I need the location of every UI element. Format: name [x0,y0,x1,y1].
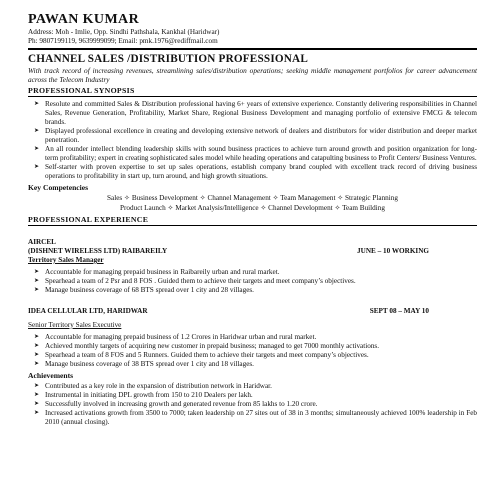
job-role: Territory Sales Manager [28,256,104,264]
experience-heading: PROFESSIONAL EXPERIENCE [28,215,477,226]
job-duties-list [28,268,477,295]
list-item: ➤ Instrumental in initiating DPL growth from 150 to 210 Dealers per lakh. [34,391,253,399]
profile-title: CHANNEL SALES /DISTRIBUTION PROFESSIONAL [28,53,308,65]
synopsis-heading: PROFESSIONAL SYNOPSIS [28,86,477,97]
job-header-row [28,307,477,316]
competencies-heading: Key Competencies [28,183,89,192]
competencies-line-2: Product Launch ✧ Market Analysis/Intelligence ✧ Channel Development ✧ Team Building [120,204,385,212]
list-item: ➤ An all rounder intellect blending leadership skills with sound business practices to achieve turn around growth and position organization for long-term profitability; expert in creating sophisticated sales model while heading operations and catapulting business to Profit Centers/ Business Ventures. [34,145,477,162]
arrow-bullet-icon: ➤ [34,334,40,340]
list-item: ➤ Successfully involved in increasing growth and generated revenue from 85 lakhs to 1.20 crore. [34,400,318,408]
list-item: ➤ Contributed as a key role in the expansion of distribution network in Haridwar. [34,382,272,390]
candidate-name: PAWAN KUMAR [28,12,140,27]
achievements-heading: Achievements [28,371,74,380]
competencies-line-1: Sales ✧ Business Development ✧ Channel Management ✧ Team Management ✧ Strategic Planning [107,194,398,202]
arrow-bullet-icon: ➤ [34,392,40,398]
arrow-bullet-icon: ➤ [34,361,40,367]
arrow-bullet-icon: ➤ [34,352,40,358]
job-header-row [28,247,477,256]
phone-email-line: Ph: 9807199119, 9639999099; Email: pmk.1976@rediffmail.com [28,37,218,45]
company-name: IDEA CELLULAR LTD, HARIDWAR [28,307,148,315]
list-item: ➤ Accountable for managing prepaid business in Raibareily urban and rural market. [34,268,280,276]
job-dates: JUNE – 10 WORKING [357,247,429,255]
arrow-bullet-icon: ➤ [34,101,40,107]
job-duties-list [28,333,477,369]
arrow-bullet-icon: ➤ [34,128,40,134]
list-item: ➤ Spearhead a team of 2 Psr and 8 FOS . Guided them to achieve their targets and meet company’s objectives. [34,277,356,285]
list-item: ➤ Resolute and committed Sales & Distribution professional having 6+ years of extensive experience. Constantly delivering responsibilities in Channel Sales, Revenue Generation, Profitability, Market Share, Regional Business Development and managing portfolio of extensive FMCG & telecom brands. [34,100,477,126]
list-item: ➤ Increased activations growth from 3500 to 7000; taken leadership on 27 sites out of 38 in 3 months; simultaneously achieved 100% leadership in Feb 2010 (annual closing). [34,409,477,426]
arrow-bullet-icon: ➤ [34,278,40,284]
synopsis-list [28,100,477,181]
arrow-bullet-icon: ➤ [34,146,40,152]
company-name: (DISHNET WIRELESS LTD) RAIBAREILY [28,247,168,255]
address-line: Address: Moh - Imlie, Opp. Sindhi Pathshala, Kankhal (Haridwar) [28,28,220,36]
list-item: ➤ Self-starter with proven expertise to set up sales operations, establish company brand coupled with excellent track record of driving business operations to profitability in start up, turn around, and high growth situations. [34,163,477,180]
arrow-bullet-icon: ➤ [34,383,40,389]
company-parent-name: AIRCEL [28,238,56,246]
arrow-bullet-icon: ➤ [34,287,40,293]
arrow-bullet-icon: ➤ [34,164,40,170]
achievements-list [28,382,477,427]
job-dates: SEPT 08 – MAY 10 [369,307,429,315]
list-item: ➤ Displayed professional excellence in creating and developing extensive network of dealers and distributors for wider distribution and deeper market penetration. [34,127,477,144]
arrow-bullet-icon: ➤ [34,269,40,275]
list-item: ➤ Spearhead a team of 8 FOS and 5 Runners. Guided them to achieve their targets and meet company’s objectives. [34,351,369,359]
arrow-bullet-icon: ➤ [34,410,40,416]
header-divider [28,48,477,50]
list-item: ➤ Accountable for managing prepaid business of 1.2 Crores in Haridwar urban and rural market. [34,333,317,341]
profile-summary: With track record of increasing revenues, streamlining sales/distribution operations; seeking middle management portfolios for career advancement across the Telecom Industry [28,66,477,84]
arrow-bullet-icon: ➤ [34,343,40,349]
list-item: ➤ Manage business coverage of 38 BTS spread over 1 city and 18 villages. [34,360,254,368]
arrow-bullet-icon: ➤ [34,401,40,407]
job-role: Senior Territory Sales Executive [28,321,122,329]
list-item: ➤ Manage business coverage of 68 BTS spread over 1 city and 28 villages. [34,286,254,294]
list-item: ➤ Achieved monthly targets of acquiring new customer in prepaid business; managed to get 7000 monthly activations. [34,342,380,350]
